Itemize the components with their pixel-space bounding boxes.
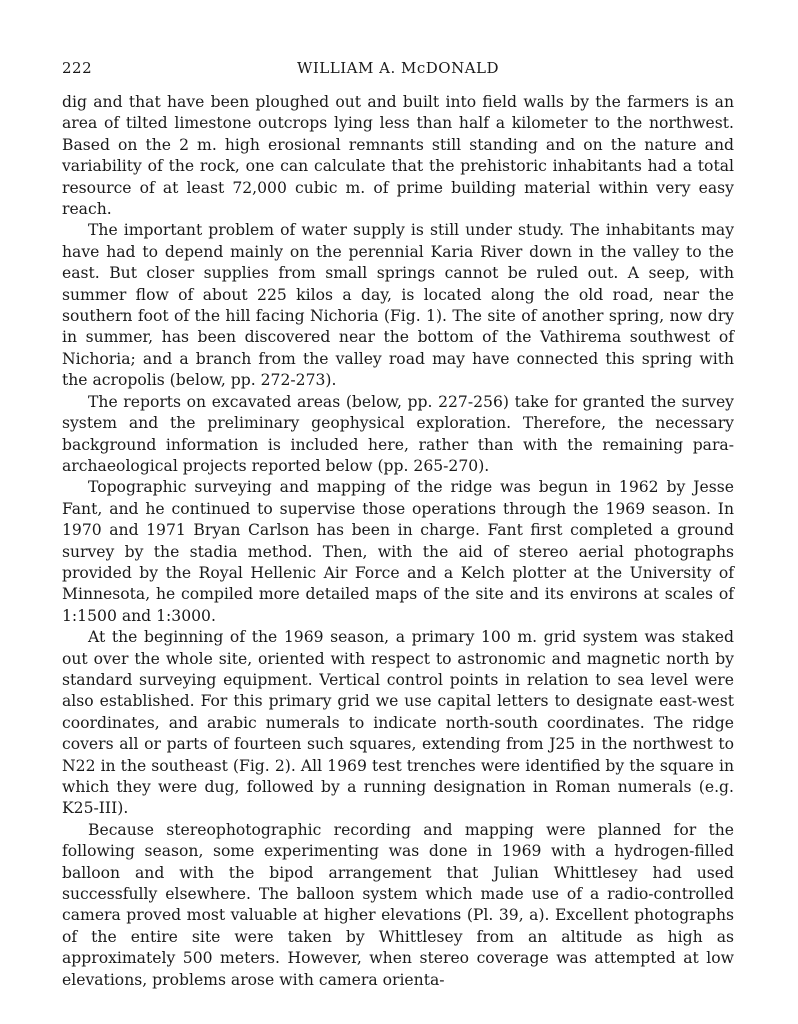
- page-number: 222: [62, 59, 93, 77]
- paragraph-building-material: dig and that have been ploughed out and built into field walls by the farmers is an area of tilted limestone outcrops lying less than half a kilometer to the northwest. Based on the 2 m. high erosional remnants still standing and on the nature and variability of the rock, one can calculate that the prehistoric inhabitants had a total resource of at least 72,000 cubic m. of prime building material within very easy reach.: [62, 93, 734, 219]
- paragraph-survey-reports: The reports on excavated areas (below, pp. 227-256) take for granted the survey system and the preliminary geophysical exploration. Therefore, the necessary background information is included here, rather than with the remaining para-archaeological projects reported below (pp. 265-270).: [62, 392, 734, 475]
- running-head: [62, 54, 734, 82]
- running-title: WILLIAM A. McDONALD: [296, 59, 500, 77]
- paragraph-grid-system: At the beginning of the 1969 season, a primary 100 m. grid system was staked out over the whole site, oriented with respect to astronomic and magnetic north by standard surveying equipment. Vertical control points in relation to sea level were also established. For this primary grid we use capital letters to designate east-west coordinates, and arabic numerals to indicate north-south coordinates. The ridge covers all or parts of fourteen such squares, extending from J25 in the northwest to N22 in the southeast (Fig. 2). All 1969 test trenches were identified by the square in which they were dug, followed by a running designation in Roman numerals (e.g. K25-III).: [62, 628, 734, 818]
- paragraph-stereophotography: Because stereophotographic recording and mapping were planned for the following season, some experimenting was done in 1969 with a hydrogen-filled balloon and with the bipod arrangement that Julian Whittlesey had used successfully elsewhere. The balloon system which made use of a radio-controlled camera proved most valuable at higher elevations (Pl. 39, a). Excellent photographs of the entire site were taken by Whittlesey from an altitude as high as approximately 500 meters. However, when stereo coverage was attempted at low elevations, problems arose with camera orienta-: [62, 820, 734, 989]
- paragraph-water-supply: The important problem of water supply is still under study. The inhabitants may have had to depend mainly on the perennial Karia River down in the valley to the east. But closer supplies from small springs cannot be ruled out. A seep, with summer flow of about 225 kilos a day, is located along the old road, near the southern foot of the hill facing Nichoria (Fig. 1). The site of another spring, now dry in summer, has been discovered near the bottom of the Vathirema southwest of Nichoria; and a branch from the valley road may have connected this spring with the acropolis (below, pp. 272-273).: [62, 221, 734, 390]
- paragraph-topographic-surveying: Topographic surveying and mapping of the ridge was begun in 1962 by Jesse Fant, and he continued to supervise those operations through the 1969 season. In 1970 and 1971 Bryan Carlson has been in charge. Fant first completed a ground survey by the stadia method. Then, with the aid of stereo aerial photographs provided by the Royal Hellenic Air Force and a Kelch plotter at the University of Minnesota, he compiled more detailed maps of the site and its environs at scales of 1:1500 and 1:3000.: [62, 478, 734, 625]
- body-text: [62, 92, 734, 991]
- page: [62, 54, 734, 991]
